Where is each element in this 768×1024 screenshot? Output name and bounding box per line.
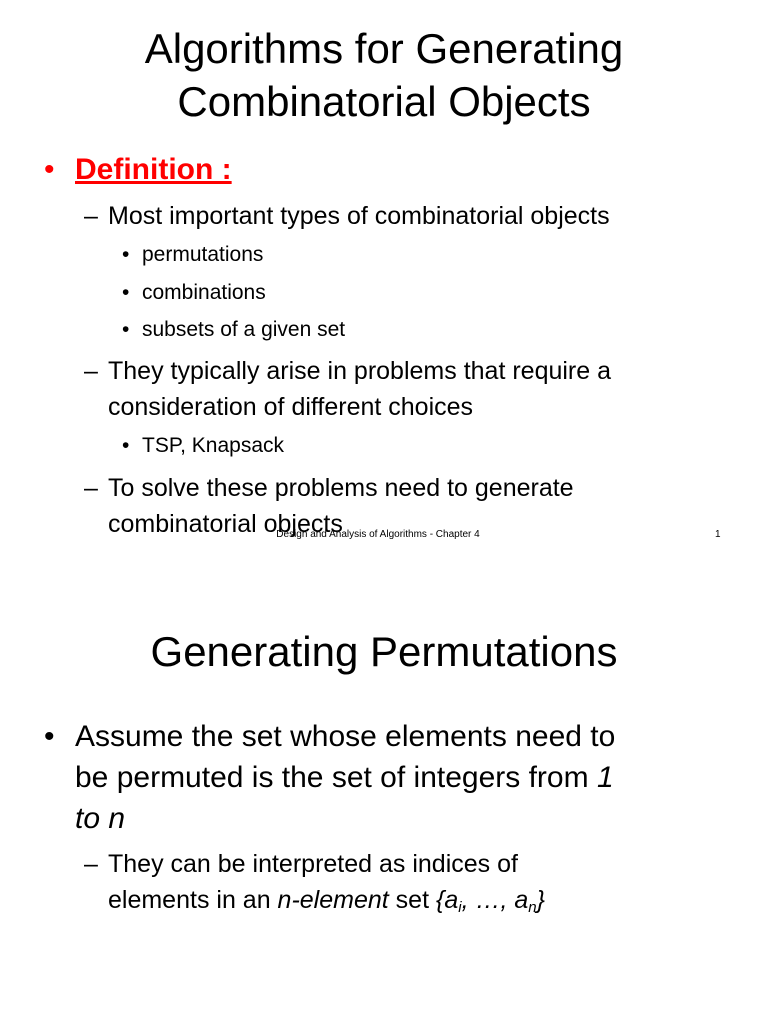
item-text-line-3	[75, 798, 125, 839]
dash-icon: –	[84, 850, 98, 878]
item-text: Most important types of combinatorial objects	[108, 202, 610, 230]
bullet-icon: •	[44, 720, 55, 753]
item-text-line-2: consideration of different choices	[108, 393, 474, 421]
bullet-icon: •	[122, 281, 130, 304]
page-number: 1	[715, 529, 721, 540]
range-start: 1	[596, 761, 614, 794]
slide-2	[0, 512, 768, 1024]
dash-icon: –	[84, 474, 98, 502]
item-text-line-1: To solve these problems need to generate	[108, 474, 574, 502]
bullet-icon: •	[122, 243, 130, 266]
item-text-line-2: combinatorial objects	[108, 510, 343, 538]
range-end: to n	[75, 802, 126, 835]
sub-item-text: TSP, Knapsack	[142, 434, 285, 457]
footer-text: Design and Analysis of Algorithms - Chapter 4	[276, 529, 480, 540]
n-element-term: n-element	[277, 886, 389, 914]
sub-item-text: combinations	[142, 281, 266, 304]
sub-item-text: subsets of a given set	[142, 318, 346, 341]
item-text-line-2: elements in an n-element set {$a_i$, …, $a_n$}	[108, 886, 545, 916]
item-text-line-2: be permuted is the set of integers from 1	[75, 761, 614, 794]
bullet-icon: •	[44, 153, 55, 186]
dash-icon: –	[84, 357, 98, 385]
slide-2-title: Generating Permutations	[150, 628, 618, 675]
definition-label: Definition :	[75, 153, 232, 186]
slide-1-title	[0, 22, 768, 128]
bullet-icon: •	[122, 318, 130, 341]
item-text-line-1: They typically arise in problems that require a	[108, 357, 612, 385]
sub-item-text: permutations	[142, 243, 264, 266]
set-notation: {$a_i$, …, $a_n$}	[435, 886, 545, 916]
title-line-1: Algorithms for Generating	[144, 25, 624, 72]
title-line-2: Combinatorial Objects	[177, 78, 591, 125]
bullet-icon: •	[122, 434, 130, 457]
dash-icon: –	[84, 202, 98, 230]
item-text-line-1: They can be interpreted as indices of	[108, 850, 518, 878]
item-text-line-1: Assume the set whose elements need to	[75, 720, 616, 753]
